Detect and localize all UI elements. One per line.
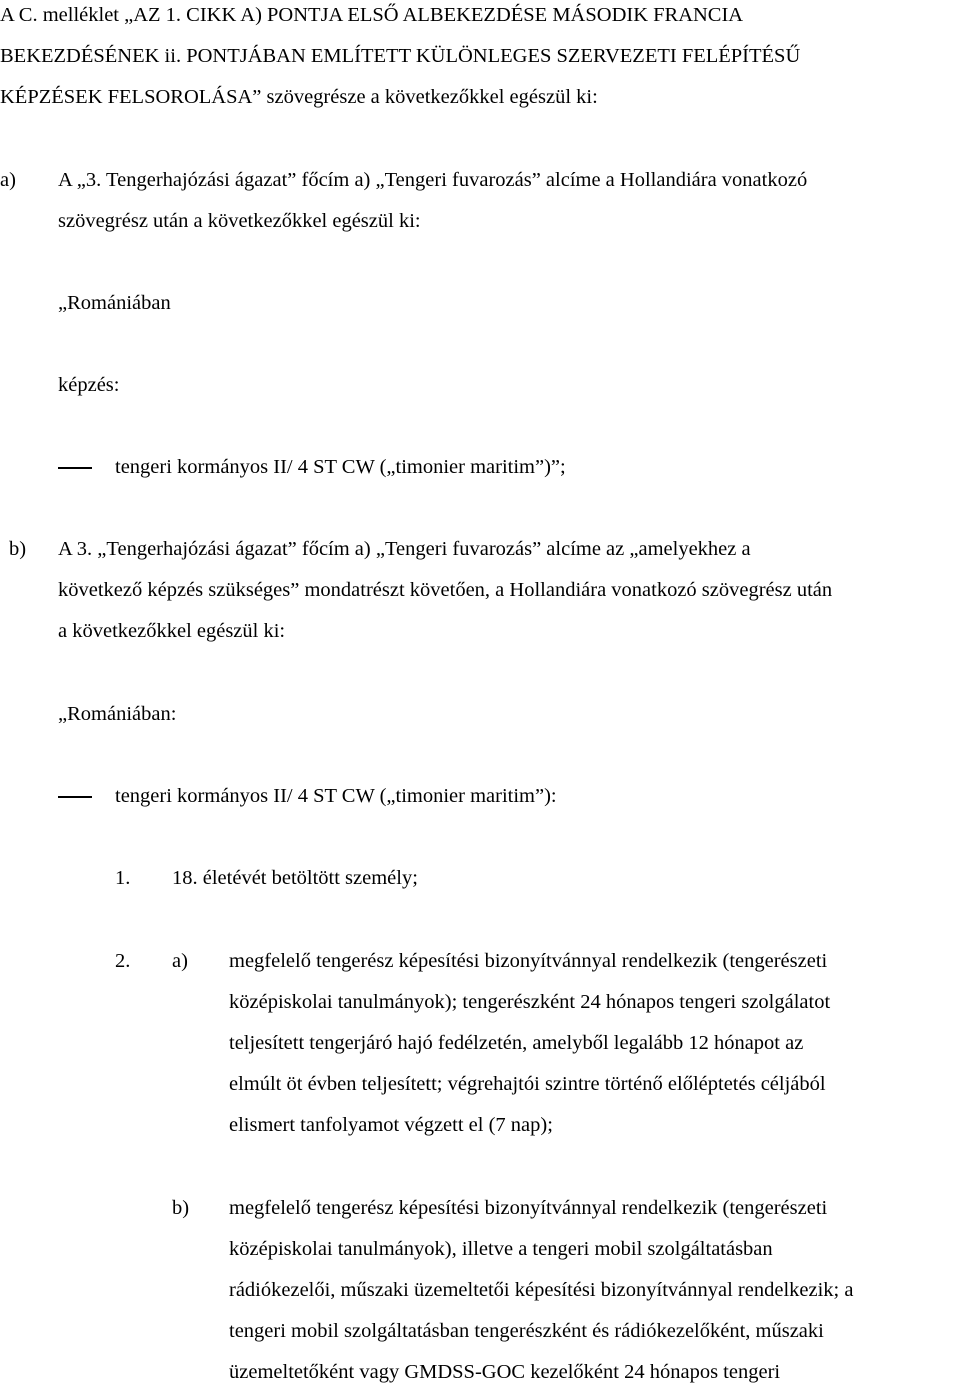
intro-line-2: BEKEZDÉSÉNEK ii. PONTJÁBAN EMLÍTETT KÜLÖNLEGES SZERVEZETI FELÉPÍTÉSŰ: [0, 45, 801, 67]
item-b-line-2: következő képzés szükséges” mondatrészt követően, a Hollandiára vonatkozó szövegrész után: [58, 579, 833, 601]
sub-b-line: középiskolai tanulmányok), illetve a tengeri mobil szolgáltatásban: [229, 1238, 773, 1260]
item-b-line-3: a következőkkel egészül ki:: [58, 620, 286, 642]
item-b-country: „Romániában:: [58, 703, 177, 725]
sub-a-marker: a): [172, 950, 188, 972]
point-1-number: 1.: [115, 867, 131, 889]
intro-line-3: KÉPZÉSEK FELSOROLÁSA” szövegrésze a következőkkel egészül ki:: [0, 86, 598, 108]
sub-b-line: rádiókezelői, műszaki üzemeltetői képesítési bizonyítvánnyal rendelkezik; a: [229, 1279, 854, 1301]
sub-a-line: megfelelő tengerész képesítési bizonyítvánnyal rendelkezik (tengerészeti: [229, 950, 828, 972]
sub-a-line: teljesített tengerjáró hajó fedélzetén, amelyből legalább 12 hónapot az: [229, 1032, 804, 1054]
sub-a-line: elmúlt öt évben teljesített; végrehajtói szintre történő előléptetés céljából: [229, 1073, 826, 1095]
point-2-number: 2.: [115, 950, 131, 972]
item-a-bullet-text: tengeri kormányos II/ 4 ST CW („timonier maritim”)”;: [115, 456, 566, 478]
sub-b-line: megfelelő tengerész képesítési bizonyítvánnyal rendelkezik (tengerészeti: [229, 1197, 828, 1219]
item-a-bullet-dash: [58, 467, 92, 469]
sub-a-line: elismert tanfolyamot végzett el (7 nap);: [229, 1114, 553, 1136]
item-b-bullet-text: tengeri kormányos II/ 4 ST CW („timonier maritim”):: [115, 785, 557, 807]
item-a-marker: a): [0, 169, 16, 191]
intro-line-1: A C. melléklet „AZ 1. CIKK A) PONTJA ELSŐ ALBEKEZDÉSE MÁSODIK FRANCIA: [0, 4, 744, 26]
item-b-bullet-dash: [58, 796, 92, 798]
item-b-line-1: A 3. „Tengerhajózási ágazat” főcím a) „Tengeri fuvarozás” alcíme az „amelyekhez a: [58, 538, 751, 560]
item-b-marker: b): [9, 538, 27, 560]
sub-b-marker: b): [172, 1197, 190, 1219]
item-a-country: „Romániában: [58, 292, 171, 314]
item-a-line-1: A „3. Tengerhajózási ágazat” főcím a) „Tengeri fuvarozás” alcíme a Hollandiára vonatkozó: [58, 169, 808, 191]
item-a-line-2: szövegrész után a következőkkel egészül ki:: [58, 210, 421, 232]
sub-b-line: tengeri mobil szolgáltatásban tengerészként és rádiókezelőként, műszaki: [229, 1320, 824, 1342]
point-1-text: 18. életévét betöltött személy;: [172, 867, 418, 889]
sub-a-line: középiskolai tanulmányok); tengerészként 24 hónapos tengeri szolgálatot: [229, 991, 831, 1013]
item-a-training-label: képzés:: [58, 374, 120, 396]
sub-b-line: üzemeltetőként vagy GMDSS-GOC kezelőként 24 hónapos tengeri: [229, 1361, 781, 1383]
